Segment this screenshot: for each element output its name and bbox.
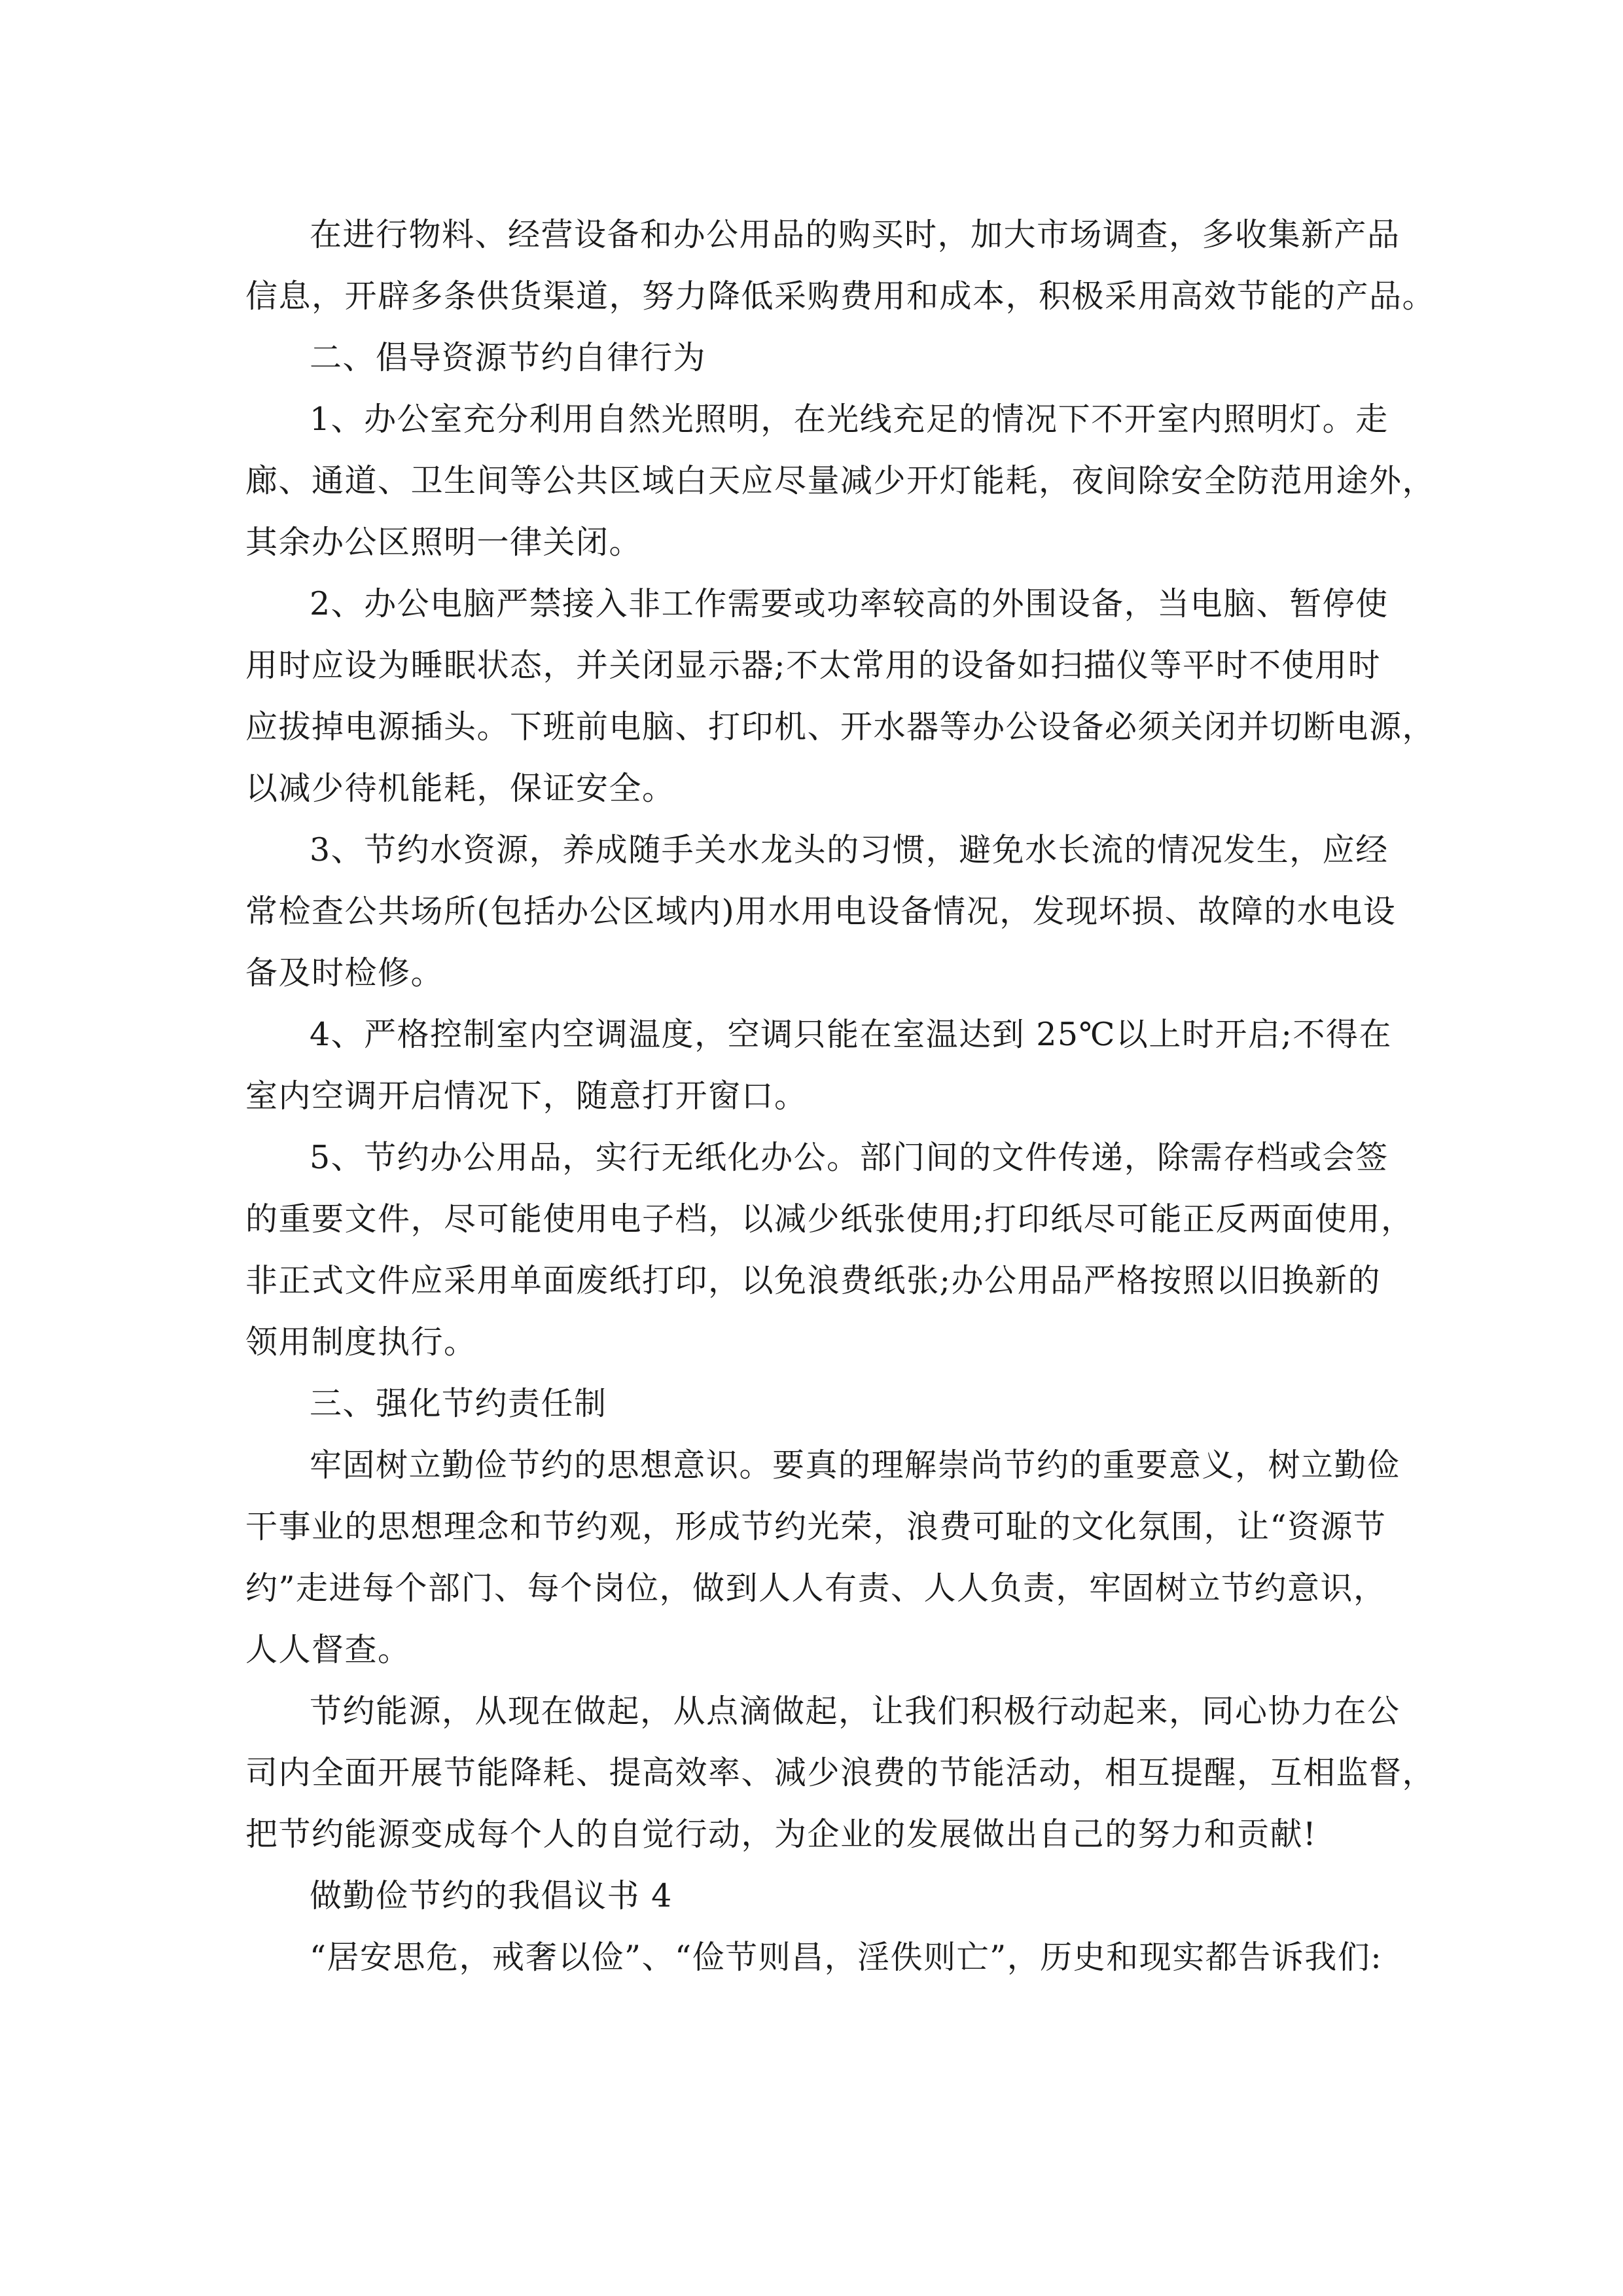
text-line: 信息，开辟多条供货渠道，努力降低采购费用和成本，积极采用高效节能的产品。 [245, 278, 1436, 315]
text-line: 非正式文件应采用单面废纸打印，以免浪费纸张;办公用品严格按照以旧换新的 [245, 1262, 1382, 1299]
text-line: 应拔掉电源插头。下班前电脑、打印机、开水器等办公设备必须关闭并切断电源， [245, 708, 1436, 745]
paragraph-quote [245, 1927, 1383, 1988]
text-line: 司内全面开展节能降耗、提高效率、减少浪费的节能活动，相互提醒，互相监督， [245, 1754, 1436, 1791]
text-line: 节约能源，从现在做起，从点滴做起，让我们积极行动起来，同心协力在公 [310, 1693, 1400, 1730]
paragraph-conclusion [245, 1681, 1436, 1865]
text-line: 5、节约办公用品，实行无纸化办公。部门间的文件传递，除需存档或会签 [310, 1139, 1389, 1176]
text-line: 的重要文件，尽可能使用电子档，以减少纸张使用;打印纸尽可能正反两面使用， [245, 1200, 1414, 1238]
section-heading-3 [245, 1373, 1378, 1435]
paragraph-item-4 [245, 1004, 1392, 1127]
text-line: 1、办公室充分利用自然光照明，在光线充足的情况下不开室内照明灯。走 [310, 401, 1389, 438]
text-line: 在进行物料、经营设备和办公用品的购买时，加大市场调查，多收集新产品 [310, 216, 1400, 253]
text-line: 用时应设为睡眠状态，并关闭显示器;不太常用的设备如扫描仪等平时不使用时 [245, 647, 1382, 684]
text-line: 以减少待机能耗，保证安全。 [245, 770, 675, 807]
paragraph-item-2 [245, 573, 1436, 819]
document-body [245, 204, 1436, 1988]
paragraph-item-1 [245, 389, 1436, 573]
text-line: 4、严格控制室内空调温度，空调只能在室温达到 25℃以上时开启;不得在 [310, 1016, 1392, 1053]
text-line: 3、节约水资源，养成随手关水龙头的习惯，避免水长流的情况发生，应经 [310, 831, 1389, 869]
text-line: 备及时检修。 [245, 954, 444, 992]
text-line: 干事业的思想理念和节约观，形成节约光荣，浪费可耻的文化氛围，让“资源节 [245, 1508, 1387, 1545]
text-line: 室内空调开启情况下，随意打开窗口。 [245, 1077, 808, 1115]
text-line: 人人督查。 [245, 1631, 411, 1668]
text-line: 把节约能源变成每个人的自觉行动，为企业的发展做出自己的努力和贡献! [245, 1816, 1317, 1853]
paragraph-item-5 [245, 1127, 1414, 1373]
text-line: 常检查公共场所(包括办公区域内)用水用电设备情况，发现坏损、故障的水电设 [245, 893, 1397, 930]
paragraph-procurement [245, 204, 1436, 327]
text-line: 约”走进每个部门、每个岗位，做到人人有责、人人负责，牢固树立节约意识， [245, 1570, 1387, 1607]
text-line: 牢固树立勤俭节约的思想意识。要真的理解崇尚节约的重要意义，树立勤俭 [310, 1446, 1400, 1484]
section-heading-2 [245, 327, 1378, 389]
heading-line: 做勤俭节约的我倡议书 4 [310, 1877, 673, 1914]
text-line: 其余办公区照明一律关闭。 [245, 524, 643, 561]
paragraph-item-3 [245, 819, 1397, 1004]
text-line: 廊、通道、卫生间等公共区域白天应尽量减少开灯能耗，夜间除安全防范用途外， [245, 462, 1436, 499]
text-line: “居安思危，戒奢以俭”、“俭节则昌，淫佚则亡”，历史和现实都告诉我们: [310, 1939, 1383, 1976]
section-heading-4 [245, 1865, 1378, 1927]
text-line: 领用制度执行。 [245, 1323, 477, 1361]
paragraph-responsibility [245, 1435, 1400, 1681]
heading-line: 三、强化节约责任制 [310, 1385, 607, 1422]
text-line: 2、办公电脑严禁接入非工作需要或功率较高的外围设备，当电脑、暂停使 [310, 585, 1389, 622]
heading-line: 二、倡导资源节约自律行为 [310, 339, 707, 376]
